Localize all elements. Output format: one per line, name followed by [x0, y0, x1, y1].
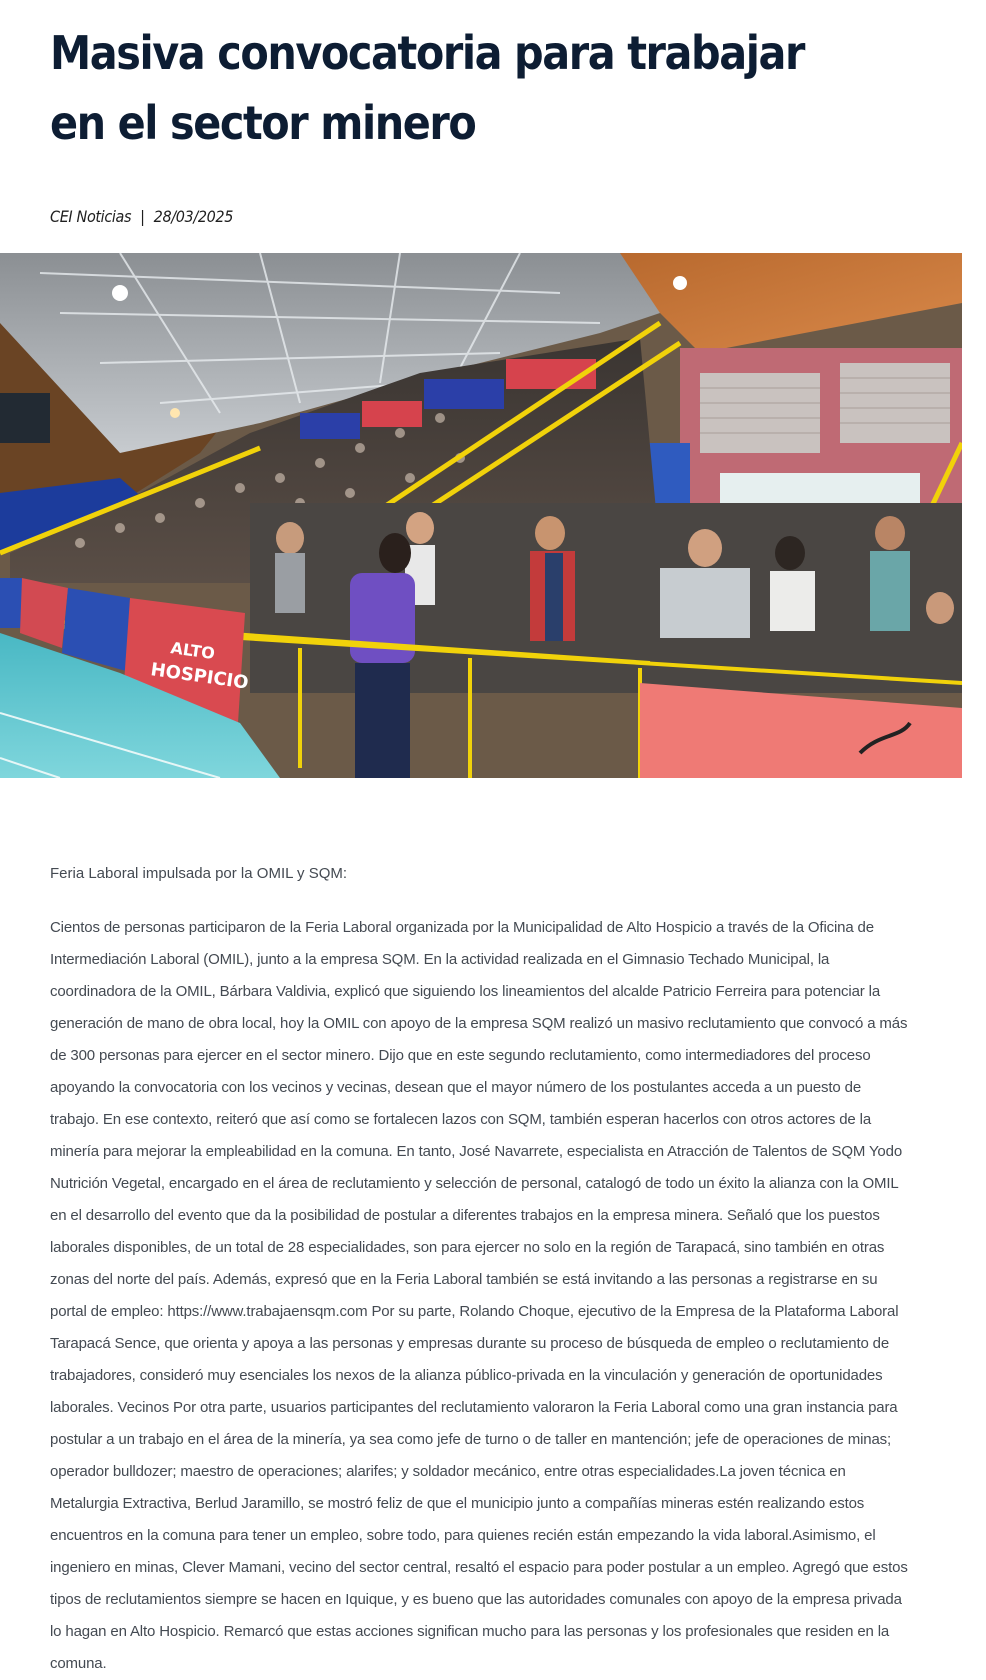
article-body	[50, 858, 910, 1680]
article-intro: Feria Laboral impulsada por la OMIL y SQM:	[50, 865, 348, 882]
article-date: 28/03/2025	[153, 207, 234, 226]
article-photo	[0, 253, 962, 778]
banner-text-line2: HOSPICIO	[149, 659, 250, 694]
article-title: Masiva convocatoria para trabajar en el sector minero	[50, 26, 804, 150]
meta-separator: |	[140, 207, 145, 226]
article-meta	[50, 207, 233, 226]
job-fair-photo	[0, 253, 962, 778]
banner-text-line1: ALTO	[169, 638, 217, 664]
article-paragraph: Cientos de personas participaron de la Feria Laboral organizada por la Municipalidad de Alto Hospicio a través de la Oficina de Intermediación Laboral (OMIL), junto a la empresa SQM. En la actividad realizada en el Gimnasio Techado Municipal, la coordinadora de la OMIL, Bárbara Valdivia, explicó que siguiendo los lineamientos del alcalde Patricio Ferreira para potenciar la generación de mano de obra local, hoy la OMIL con apoyo de la empresa SQM realizó un masivo reclutamiento que convocó a más de 300 personas para ejercer en el sector minero. Dijo que en este segundo reclutamiento, como intermediadores del proceso apoyando la convocatoria con los vecinos y vecinas, desean que el mayor número de los postulantes acceda a un puesto de trabajo. En ese contexto, reiteró que así como se fortalecen lazos con SQM, también esperan hacerlos con otros actores de la minería para mejorar la empleabilidad en la comuna. En tanto, José Navarrete, especialista en Atracción de Talentos de SQM Yodo Nutrición Vegetal, encargado en el área de reclutamiento y selección de personal, catalogó de todo un éxito la alianza con la OMIL en el desarrollo del evento que da la posibilidad de postular a diferentes trabajos en la empresa minera. Señaló que los puestos laborales disponibles, de un total de 28 especialidades, son para ejercer no solo en la región de Tarapacá, sino también en otras zonas del norte del país. Además, expresó que en la Feria Laboral también se está invitando a las personas a registrarse en su portal de empleo: https://www.trabajaensqm.com Por su parte, Rolando Choque, ejecutivo de la Empresa de la Plataforma Laboral Tarapacá Sence, que orienta y apoya a las personas y empresas durante su proceso de búsqueda de empleo o reclutamiento de trabajadores, consideró muy esenciales los nexos de la alianza público-privada en la vinculación y generación de oportunidades laborales. Vecinos Por otra parte, usuarios participantes del reclutamiento valoraron la Feria Laboral como una gran instancia para postular a un trabajo en el área de la minería, ya sea como jefe de turno o de taller en mantención; jefe de operaciones de minas; operador bulldozer; maestro de operaciones; alarifes; y soldador mecánico, entre otras especialidades.La joven técnica en Metalurgia Extractiva, Berlud Jaramillo, se mostró feliz de que el municipio junto a compañías mineras estén realizando estos encuentros en la comuna para tener un empleo, sobre todo, para quienes recién están empezando la vida laboral.Asimismo, el ingeniero en minas, Clever Mamani, vecino del sector central, resaltó el espacio para poder postular a un empleo. Agregó que estos tipos de reclutamientos siempre se hacen en Iquique, y es bueno que las autoridades comunales con apoyo de la empresa privada lo hagan en Alto Hospicio. Remarcó que estas acciones significan mucho para las personas y los profesionales que residen en la comuna.	[50, 919, 908, 1672]
article-source[interactable]: CEI Noticias	[50, 207, 132, 226]
